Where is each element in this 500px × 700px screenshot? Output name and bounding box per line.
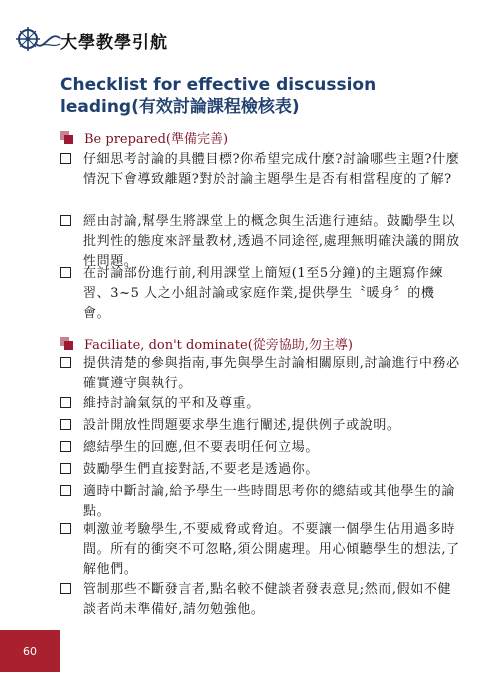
checkbox[interactable]	[60, 523, 71, 534]
checkbox[interactable]	[60, 463, 71, 474]
section-title: Be prepared(準備完善)	[84, 132, 229, 147]
checkbox[interactable]	[60, 267, 71, 278]
checklist-item-text: 提供清楚的參與指南,事先與學生討論相關原則,討論進行中務必確實遵守與執行。	[83, 356, 460, 391]
checkbox[interactable]	[60, 485, 71, 496]
page-number: 60	[23, 644, 37, 658]
checklist-item	[60, 482, 460, 522]
section-heading-facilitate	[60, 334, 353, 353]
checkbox[interactable]	[60, 441, 71, 452]
compass-rope-icon	[14, 24, 62, 54]
checklist-item-text: 在討論部份進行前,利用課堂上簡短(1至5分鐘)的主題寫作練習、3~5 人之小組討論或家庭作業,提供學生〝暖身〞的機會。	[83, 266, 444, 321]
checklist-item-text: 鼓勵學生們直接對話,不要老是透過你。	[83, 462, 319, 477]
checkbox[interactable]	[60, 419, 71, 430]
checklist-item	[60, 460, 460, 480]
square-bullet-icon	[60, 131, 73, 144]
checklist-item	[60, 438, 460, 458]
checkbox[interactable]	[60, 583, 71, 594]
checklist-item	[60, 264, 460, 324]
checkbox[interactable]	[60, 357, 71, 368]
checklist-item	[60, 354, 460, 394]
checklist-item	[60, 580, 460, 620]
checklist-item-text: 經由討論,幫學生將課堂上的概念與生活進行連結。鼓勵學生以批判性的態度來評量教材,透過不同途徑,處理無明確決議的開放性問題。	[83, 214, 460, 269]
checklist-item-text: 維持討論氣氛的平和及尊重。	[83, 396, 260, 411]
header-title: 大學教學引航	[60, 33, 168, 53]
checkbox[interactable]	[60, 215, 71, 226]
checklist-item-text: 適時中斷討論,給予學生一些時間思考你的總結或其他學生的論點。	[83, 484, 455, 519]
checklist-item-text: 仔細思考討論的具體目標?你希望完成什麼?討論哪些主題?什麼情況下會導致離題?對於討論主題學生是否有相當程度的了解?	[83, 152, 460, 187]
checklist-item-text: 設計開放性問題要求學生進行闡述,提供例子或說明。	[83, 418, 401, 433]
checkbox[interactable]	[60, 153, 71, 164]
checklist-item	[60, 416, 460, 436]
checkbox[interactable]	[60, 397, 71, 408]
checklist-item-text: 管制那些不斷發言者,點名較不健談者發表意見;然而,假如不健談者尚未準備好,請勿勉強他。	[83, 582, 452, 617]
section-title: Faciliate, don't dominate(從旁協助,勿主導)	[84, 338, 353, 353]
checklist-item	[60, 394, 460, 414]
checklist-item	[60, 212, 460, 272]
checklist-item-text: 刺激並考驗學生,不要威脅或脅迫。不要讓一個學生佔用過多時間。所有的衝突不可忽略,須公開處理。用心傾聽學生的想法,了解他們。	[83, 522, 460, 577]
square-bullet-icon	[60, 337, 73, 350]
section-heading-be-prepared	[60, 128, 228, 147]
checklist-item	[60, 520, 460, 580]
page-number-tab	[0, 630, 60, 672]
checklist-item-text: 總結學生的回應,但不要表明任何立場。	[83, 440, 319, 455]
page-title: Checklist for effective discussion leading(有效討論課程檢核表)	[60, 75, 377, 117]
checklist-item	[60, 150, 460, 190]
